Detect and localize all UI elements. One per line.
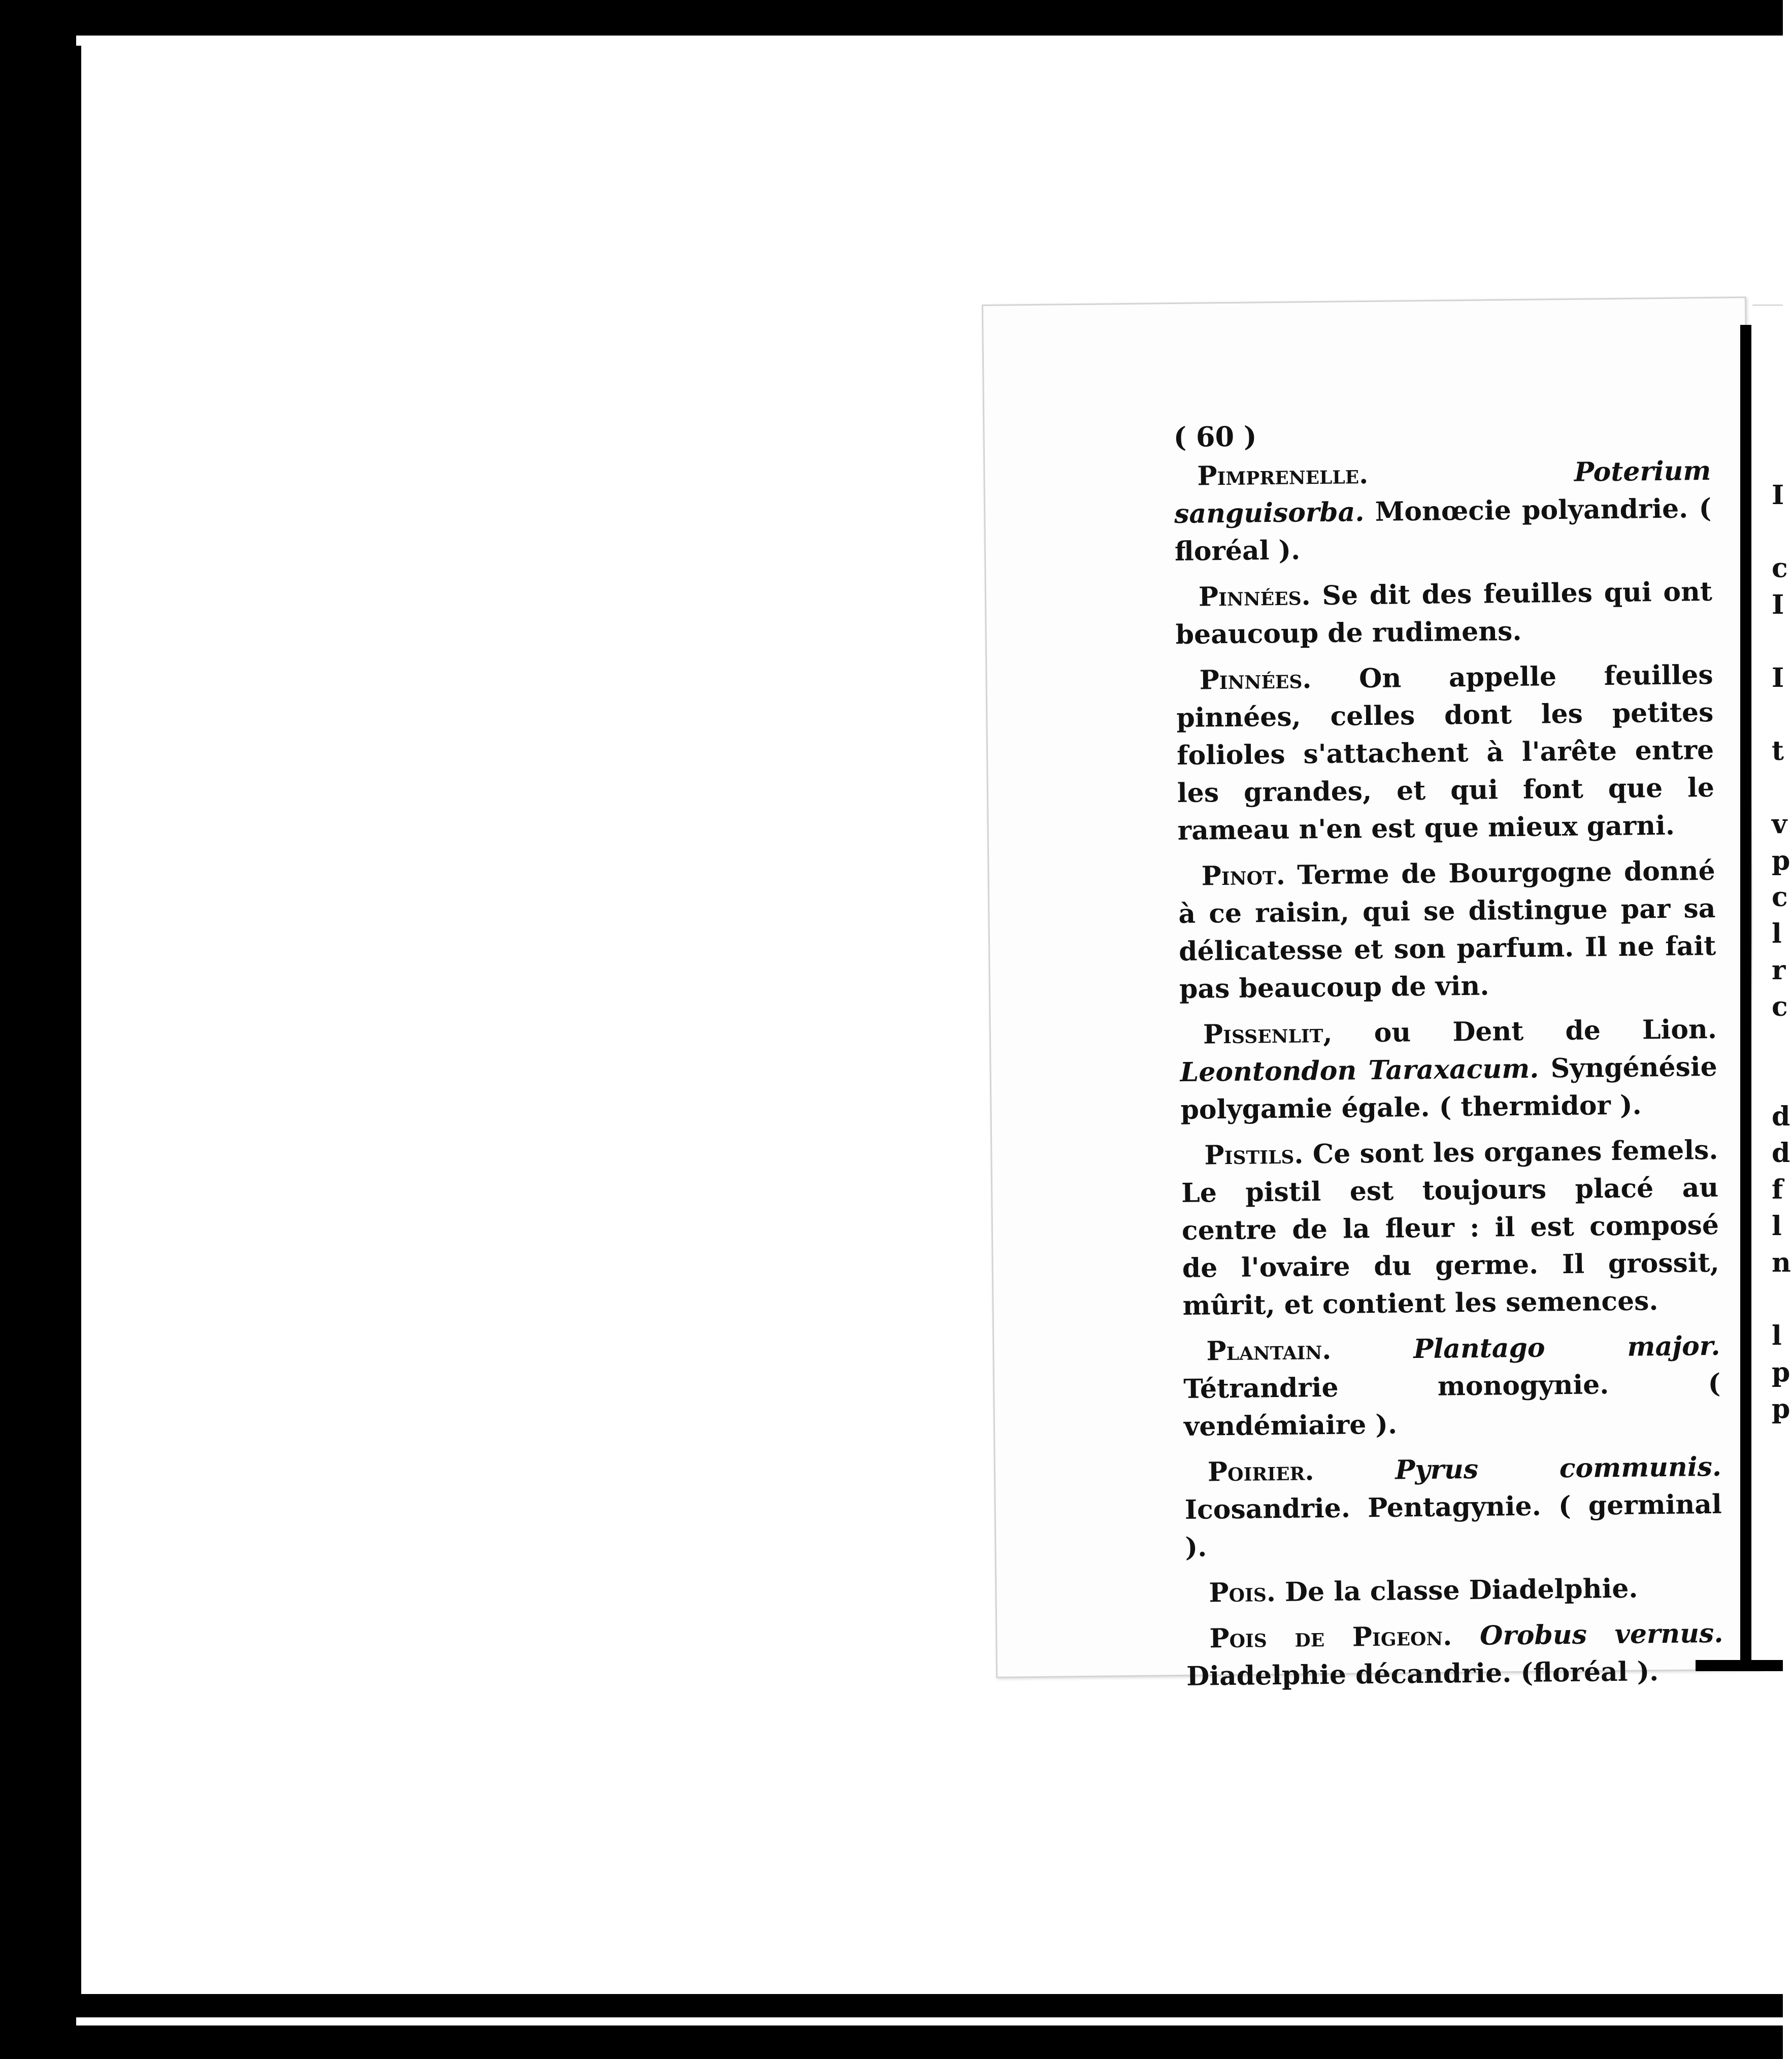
adjacent-page-glyph: d [1772,1101,1790,1132]
scan-frame-top [0,0,1783,36]
adjacent-page-glyph: t [1772,736,1784,767]
scan-frame-bottom-low [0,2025,1783,2059]
entry-headword: Pinnées. [1198,580,1311,613]
entry-latin-name: Orobus vernus. [1479,1617,1723,1651]
entry-poirier [1184,1448,1722,1567]
entry-pissenlit [1180,1011,1718,1129]
adjacent-page-glyph [1772,514,1792,550]
adjacent-page-glyph [1772,1025,1792,1062]
page-number: ( 60 ) [1173,420,1257,454]
entry-pinot [1178,852,1716,1008]
adjacent-page-glyph: p [1772,1393,1790,1424]
scan-frame-left [0,0,76,2059]
entry-description: De la classe Diadelphie. [1284,1573,1638,1608]
entry-headword: Pissenlit, [1203,1017,1333,1050]
adjacent-page-glyph: f [1772,1174,1783,1205]
entry-pinnees-2 [1176,656,1715,850]
adjacent-page-glyph: p [1772,845,1790,876]
adjacent-page-glyph: l [1772,1320,1782,1351]
entry-description: Tétrandrie monogynie. ( vendémiaire ). [1183,1368,1721,1442]
book-spine-foot [1696,1660,1783,1671]
scan-frame-bottom-gap [76,2017,1783,2025]
adjacent-page-glyph: c [1772,991,1788,1022]
book-spine [1740,325,1751,1670]
entry-headword: Plantain. [1206,1334,1332,1367]
adjacent-page-glyph [1772,1281,1792,1318]
entry-description: Monœcie polyandrie. ( floréal ). [1174,492,1712,568]
entry-pistils [1181,1132,1720,1325]
entry-plantain [1183,1327,1721,1446]
entry-description: Diadelphie décandrie. (floréal ). [1186,1656,1659,1692]
adjacent-page-glyph [1772,623,1792,660]
entry-description: Syngénésie polygamie égale. ( thermidor ). [1180,1051,1717,1125]
book-page [982,296,1761,1692]
adjacent-page-glyph: c [1772,882,1788,913]
entry-description: Ce sont les organes femels. Le pistil est toujours placé au centre de la fleur : il est composé de l'ovaire du germe. Il grossit, mûrit, et contient les semences. [1181,1134,1720,1321]
entry-headword: Pimprenelle. [1197,459,1369,492]
entry-headword: Pinnées. [1199,663,1312,696]
entry-latin-name: Pyrus communis. [1395,1451,1722,1486]
adjacent-page-glyph: I [1772,662,1784,693]
adjacent-page-glyph: I [1772,480,1784,511]
entry-headword: Poirier. [1207,1455,1314,1488]
entry-headword: Pinot. [1201,859,1286,892]
adjacent-page-glyph: c [1772,553,1788,584]
entry-alt-name: ou Dent de Lion. [1374,1013,1717,1048]
adjacent-page-glyphs [1772,477,1792,1427]
adjacent-page-glyph [1772,770,1792,806]
adjacent-page-glyph: p [1772,1357,1790,1388]
adjacent-page-glyph: l [1772,1211,1782,1242]
entry-latin-name: Poterium sanguisorba. [1174,455,1711,530]
entry-headword: Pois de Pigeon. [1209,1620,1452,1654]
adjacent-page-glyph: d [1772,1138,1790,1169]
entry-description: Icosandrie. Pentagynie. ( germinal ). [1184,1488,1722,1563]
entry-description: On appelle feuilles pinnées, celles dont les petites folioles s'attachent à l'arête entre les grandes, et qui font que le rameau n'en est que mieux garni. [1176,659,1715,846]
adjacent-page-glyph: r [1772,955,1786,986]
adjacent-page-glyph: v [1772,809,1787,840]
page-text [1173,413,1723,1704]
entry-description: Se dit des feuilles qui ont beaucoup de rudimens. [1175,576,1713,650]
entry-pois [1185,1569,1723,1612]
adjacent-page-glyph: l [1772,918,1782,949]
adjacent-page-glyph: I [1772,589,1784,620]
entry-latin-name: Leontondon Taraxacum. [1180,1053,1539,1088]
scan-frame-bottom [0,1994,1783,2017]
adjacent-page-glyph: n [1772,1247,1791,1278]
scan-frame-left-inner [71,46,81,2025]
adjacent-page-glyph [1772,696,1792,733]
entry-headword: Pois. [1209,1577,1276,1609]
adjacent-page-glyph [1772,1062,1792,1099]
entry-latin-name: Plantago major. [1413,1330,1720,1365]
entry-headword: Pistils. [1204,1139,1304,1171]
entry-description: Terme de Bourgogne donné à ce raisin, qui se distingue par sa délicatesse et son parfum. Il ne fait pas beaucoup de vin. [1178,855,1716,1005]
entry-pimprenelle [1174,452,1712,571]
entry-pois-de-pigeon [1186,1615,1723,1696]
entry-pinnees-1 [1175,573,1713,654]
